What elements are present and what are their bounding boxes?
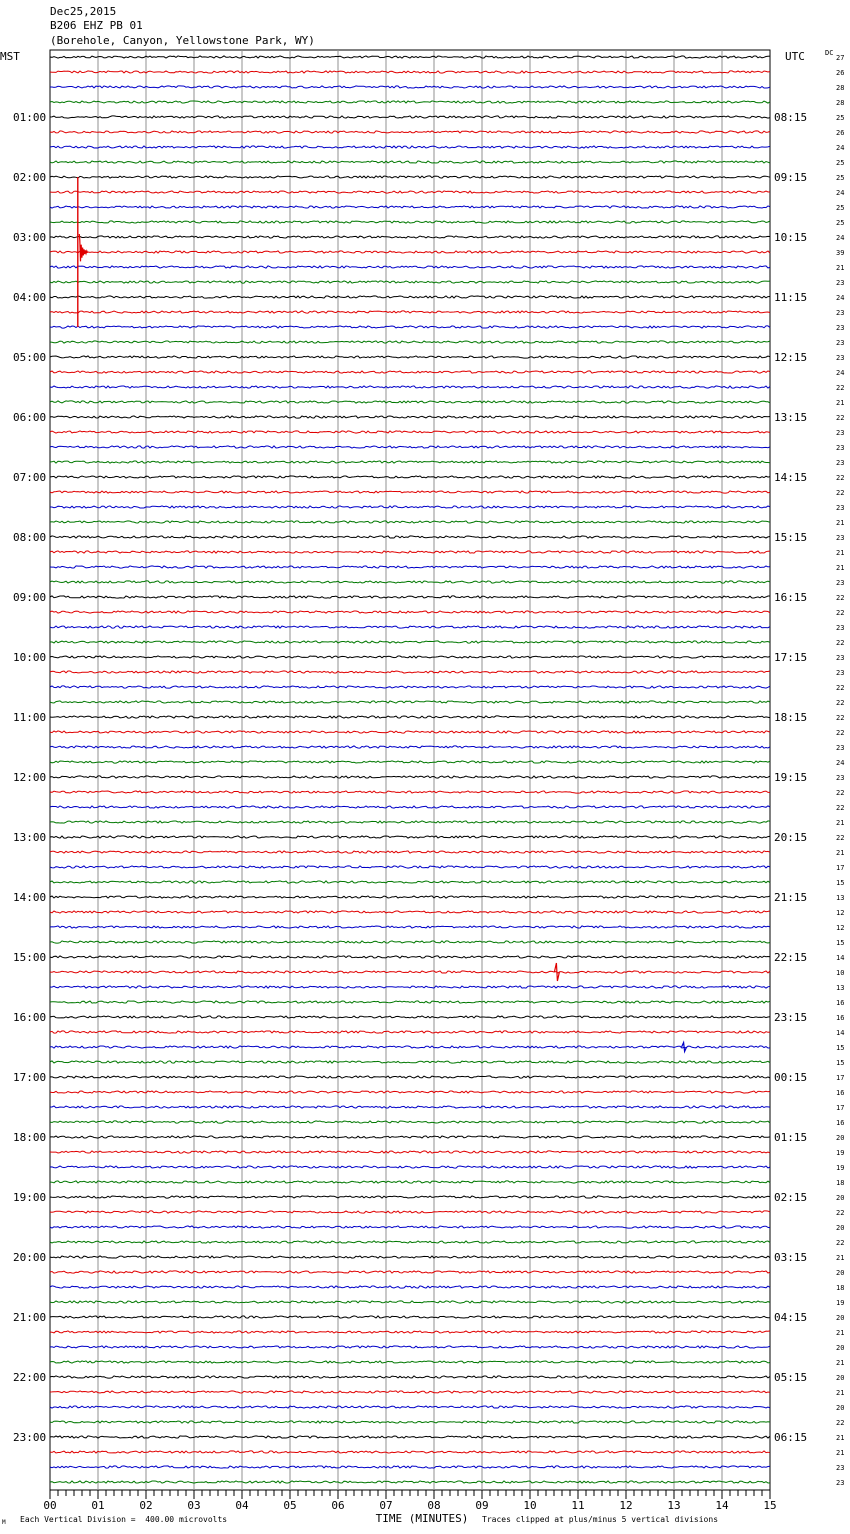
dc-offset-value: 22 [836,1419,845,1427]
seismic-trace [50,1196,770,1198]
dc-offset-value: 21 [836,1434,845,1442]
utc-hour-label: 21:15 [774,891,808,904]
dc-offset-value: 16 [836,1014,845,1022]
dc-offset-value: 20 [836,1134,845,1142]
seismic-trace [50,551,770,553]
dc-offset-value: 22 [836,609,845,617]
seismic-trace [50,356,770,358]
header-station: B206 EHZ PB 01 [50,19,143,32]
seismic-trace [50,1256,770,1258]
seismic-trace [50,371,770,373]
mst-hour-label: 06:00 [13,411,47,424]
utc-hour-label: 05:15 [774,1371,808,1384]
dc-offset-value: 16 [836,1089,845,1097]
seismic-trace [50,1106,770,1108]
mst-hour-label: 18:00 [13,1131,47,1144]
dc-offset-value: 25 [836,219,845,227]
seismic-trace [50,1061,770,1063]
seismic-trace [50,1166,770,1168]
mst-hour-label: 11:00 [13,711,47,724]
dc-offset-value: 20 [836,1224,845,1232]
seismic-trace [50,1046,770,1048]
dc-offset-value: 25 [836,114,845,122]
dc-offset-value: 21 [836,1329,845,1337]
utc-hour-label: 04:15 [774,1311,808,1324]
seismic-trace [50,1016,770,1018]
seismic-trace [50,161,770,163]
dc-offset-value: 15 [836,879,845,887]
seismic-trace [50,146,770,148]
seismic-trace [50,491,770,493]
seismic-trace [50,1031,770,1033]
dc-offset-value: 23 [836,654,845,662]
dc-offset-value: 14 [836,1029,845,1037]
dc-offset-value: 24 [836,144,845,152]
dc-offset-value: 23 [836,744,845,752]
clip-note: Traces clipped at plus/minus 5 vertical divisions [482,1515,719,1524]
seismic-trace [50,1241,770,1243]
event-waveform [79,234,87,261]
x-tick-label: 15 [763,1499,777,1512]
seismic-trace [50,701,770,703]
dc-offset-value: 24 [836,369,845,377]
dc-offset-value: 21 [836,819,845,827]
dc-offset-value: 15 [836,1059,845,1067]
dc-offset-value: 22 [836,699,845,707]
seismic-trace [50,101,770,103]
utc-hour-label: 06:15 [774,1431,808,1444]
seismic-trace [50,1481,770,1483]
seismic-trace [50,566,770,568]
seismic-trace [50,776,770,778]
dc-offset-value: 23 [836,774,845,782]
seismic-trace [50,1076,770,1078]
utc-hour-label: 11:15 [774,291,808,304]
utc-hour-label: 20:15 [774,831,808,844]
scale-note: Each Vertical Division = 400.00 microvolts [20,1515,228,1524]
utc-hour-label: 14:15 [774,471,808,484]
seismic-trace [50,131,770,133]
dc-offset-value: 16 [836,999,845,1007]
dc-offset-value: 20 [836,1374,845,1382]
utc-hour-label: 19:15 [774,771,808,784]
event-wiggle [682,1043,687,1052]
dc-offset-value: 20 [836,1404,845,1412]
seismic-trace [50,1301,770,1303]
seismic-trace [50,446,770,448]
x-tick-label: 09 [475,1499,489,1512]
seismic-trace [50,986,770,988]
x-tick-label: 03 [187,1499,201,1512]
seismic-trace [50,311,770,313]
seismic-trace [50,401,770,403]
utc-hour-label: 15:15 [774,531,808,544]
x-tick-label: 11 [571,1499,585,1512]
seismic-trace [50,176,770,178]
dc-offset-value: 22 [836,714,845,722]
dc-offset-value: 22 [836,384,845,392]
dc-column-label: DC [825,49,834,57]
dc-offset-value: 23 [836,534,845,542]
seismic-trace [50,1466,770,1468]
seismic-trace [50,461,770,463]
dc-offset-value: 12 [836,924,845,932]
seismic-trace [50,911,770,913]
dc-offset-value: 26 [836,129,845,137]
dc-offset-value: 22 [836,789,845,797]
dc-offset-value: 16 [836,1119,845,1127]
mst-hour-label: 16:00 [13,1011,47,1024]
seismic-trace [50,956,770,958]
seismic-trace [50,1361,770,1363]
seismic-trace [50,971,770,973]
utc-hour-label: 17:15 [774,651,808,664]
seismic-trace [50,596,770,598]
dc-offset-value: 24 [836,234,845,242]
utc-hour-label: 08:15 [774,111,808,124]
dc-offset-value: 27 [836,54,845,62]
x-tick-label: 02 [139,1499,153,1512]
dc-offset-value: 21 [836,1389,845,1397]
x-tick-label: 08 [427,1499,441,1512]
dc-offset-value: 24 [836,294,845,302]
dc-offset-value: 25 [836,159,845,167]
seismic-trace [50,641,770,643]
mst-hour-label: 07:00 [13,471,47,484]
seismic-trace [50,116,770,118]
dc-offset-value: 20 [836,1344,845,1352]
dc-offset-value: 22 [836,834,845,842]
dc-offset-value: 20 [836,1194,845,1202]
x-tick-label: 12 [619,1499,633,1512]
utc-hour-label: 18:15 [774,711,808,724]
dc-offset-value: 21 [836,519,845,527]
dc-offset-value: 22 [836,594,845,602]
dc-offset-value: 23 [836,339,845,347]
seismic-trace [50,1406,770,1408]
seismic-trace [50,686,770,688]
seismic-trace [50,926,770,928]
dc-offset-value: 23 [836,669,845,677]
dc-offset-value: 20 [836,1314,845,1322]
dc-offset-value: 23 [836,309,845,317]
mst-hour-label: 20:00 [13,1251,47,1264]
header-location: (Borehole, Canyon, Yellowstone Park, WY) [50,34,315,47]
seismic-trace [50,896,770,898]
dc-offset-value: 18 [836,1179,845,1187]
dc-offset-value: 22 [836,684,845,692]
dc-offset-value: 20 [836,1269,845,1277]
x-tick-label: 10 [523,1499,537,1512]
mst-hour-label: 15:00 [13,951,47,964]
seismic-trace [50,671,770,673]
utc-hour-label: 01:15 [774,1131,808,1144]
dc-offset-value: 26 [836,69,845,77]
mst-hour-label: 03:00 [13,231,47,244]
seismic-trace [50,341,770,343]
seismic-trace [50,416,770,418]
seismic-trace [50,1391,770,1393]
x-tick-label: 00 [43,1499,57,1512]
utc-hour-label: 00:15 [774,1071,808,1084]
mst-hour-label: 13:00 [13,831,47,844]
mst-hour-label: 19:00 [13,1191,47,1204]
seismic-trace [50,1451,770,1453]
seismic-trace [50,1121,770,1123]
dc-offset-value: 23 [836,624,845,632]
mst-hour-label: 02:00 [13,171,47,184]
dc-offset-value: 22 [836,489,845,497]
seismic-trace [50,1001,770,1003]
dc-offset-value: 25 [836,174,845,182]
mst-hour-label: 14:00 [13,891,47,904]
dc-offset-value: 22 [836,729,845,737]
utc-hour-label: 16:15 [774,591,808,604]
dc-offset-value: 22 [836,474,845,482]
seismic-trace [50,431,770,433]
dc-offset-value: 21 [836,1254,845,1262]
utc-axis-label: UTC [785,50,805,63]
dc-offset-value: 18 [836,1284,845,1292]
seismic-trace [50,716,770,718]
corner-mark: M [2,1519,6,1526]
seismic-trace [50,581,770,583]
seismic-trace [50,731,770,733]
seismic-trace [50,626,770,628]
seismic-trace [50,746,770,748]
dc-offset-value: 23 [836,459,845,467]
seismic-trace [50,941,770,943]
mst-hour-label: 21:00 [13,1311,47,1324]
dc-offset-value: 23 [836,1464,845,1472]
dc-offset-value: 21 [836,564,845,572]
seismic-trace [50,86,770,88]
seismic-trace [50,1346,770,1348]
dc-offset-value: 22 [836,639,845,647]
seismic-trace [50,71,770,73]
dc-offset-value: 22 [836,1239,845,1247]
mst-hour-label: 17:00 [13,1071,47,1084]
seismic-trace [50,266,770,268]
seismic-trace [50,506,770,508]
x-tick-label: 04 [235,1499,249,1512]
utc-hour-label: 03:15 [774,1251,808,1264]
dc-offset-value: 23 [836,579,845,587]
mst-hour-label: 12:00 [13,771,47,784]
dc-offset-value: 15 [836,939,845,947]
dc-offset-value: 19 [836,1299,845,1307]
seismic-trace [50,836,770,838]
mst-hour-label: 08:00 [13,531,47,544]
seismic-trace [50,1181,770,1183]
seismic-trace [50,476,770,478]
x-tick-label: 05 [283,1499,297,1512]
dc-offset-value: 24 [836,759,845,767]
seismic-trace [50,1136,770,1138]
seismic-trace [50,251,770,253]
dc-offset-value: 22 [836,414,845,422]
seismic-trace [50,866,770,868]
dc-offset-value: 21 [836,264,845,272]
seismic-trace [50,326,770,328]
dc-offset-value: 14 [836,954,845,962]
seismic-trace [50,1271,770,1273]
x-tick-label: 14 [715,1499,729,1512]
x-axis-label: TIME (MINUTES) [375,1512,469,1525]
x-tick-label: 13 [667,1499,681,1512]
dc-offset-value: 17 [836,864,845,872]
dc-offset-value: 13 [836,984,845,992]
seismic-trace [50,281,770,283]
utc-hour-label: 09:15 [774,171,808,184]
dc-offset-value: 23 [836,279,845,287]
dc-offset-value: 23 [836,504,845,512]
mst-hour-label: 23:00 [13,1431,47,1444]
dc-offset-value: 23 [836,354,845,362]
seismic-trace [50,1091,770,1093]
seismic-trace [50,296,770,298]
dc-offset-value: 22 [836,804,845,812]
utc-hour-label: 23:15 [774,1011,808,1024]
dc-offset-value: 19 [836,1164,845,1172]
seismic-trace [50,806,770,808]
dc-offset-value: 21 [836,549,845,557]
mst-hour-label: 09:00 [13,591,47,604]
seismic-trace [50,236,770,238]
seismic-trace [50,1226,770,1228]
seismic-trace [50,1211,770,1213]
seismic-trace [50,536,770,538]
seismic-trace [50,221,770,223]
utc-hour-label: 22:15 [774,951,808,964]
seismic-trace [50,1286,770,1288]
mst-axis-label: MST [0,50,20,63]
seismic-trace [50,191,770,193]
dc-offset-value: 17 [836,1074,845,1082]
dc-offset-value: 23 [836,324,845,332]
dc-offset-value: 21 [836,849,845,857]
dc-offset-value: 24 [836,189,845,197]
seismic-trace [50,656,770,658]
seismic-trace [50,821,770,823]
seismic-trace [50,206,770,208]
mst-hour-label: 05:00 [13,351,47,364]
dc-offset-value: 17 [836,1104,845,1112]
seismic-trace [50,851,770,853]
mst-hour-label: 04:00 [13,291,47,304]
seismic-trace [50,1331,770,1333]
seismic-trace [50,1421,770,1423]
x-tick-label: 01 [91,1499,105,1512]
dc-offset-value: 19 [836,1149,845,1157]
dc-offset-value: 28 [836,84,845,92]
seismic-trace [50,521,770,523]
mst-hour-label: 22:00 [13,1371,47,1384]
utc-hour-label: 10:15 [774,231,808,244]
mst-hour-label: 10:00 [13,651,47,664]
dc-offset-value: 21 [836,1449,845,1457]
dc-offset-value: 21 [836,1359,845,1367]
dc-offset-value: 15 [836,1044,845,1052]
dc-offset-value: 25 [836,204,845,212]
dc-offset-value: 23 [836,444,845,452]
seismic-trace [50,1151,770,1153]
dc-offset-value: 10 [836,969,845,977]
dc-offset-value: 28 [836,99,845,107]
seismic-trace [50,386,770,388]
x-tick-label: 07 [379,1499,393,1512]
x-tick-label: 06 [331,1499,345,1512]
seismic-trace [50,611,770,613]
seismic-trace [50,1316,770,1318]
utc-hour-label: 13:15 [774,411,808,424]
header-date: Dec25,2015 [50,5,117,18]
seismic-trace [50,761,770,763]
seismic-trace [50,1436,770,1438]
mst-hour-label: 01:00 [13,111,47,124]
seismic-trace [50,791,770,793]
seismic-trace [50,1376,770,1378]
utc-hour-label: 02:15 [774,1191,808,1204]
dc-offset-value: 23 [836,429,845,437]
seismic-trace [50,881,770,883]
dc-offset-value: 23 [836,1479,845,1487]
dc-offset-value: 22 [836,1209,845,1217]
dc-offset-value: 39 [836,249,845,257]
dc-offset-value: 13 [836,894,845,902]
seismic-trace [50,56,770,58]
dc-offset-value: 12 [836,909,845,917]
utc-hour-label: 12:15 [774,351,808,364]
dc-offset-value: 21 [836,399,845,407]
